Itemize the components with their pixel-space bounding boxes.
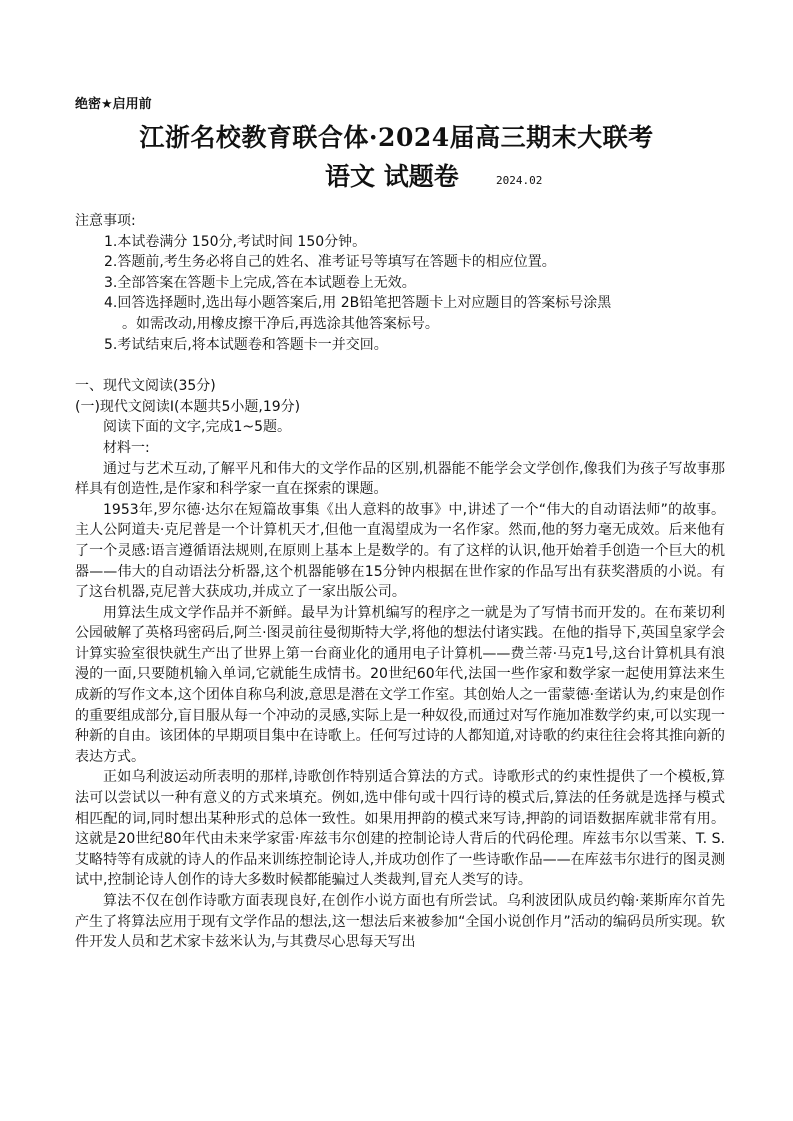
paragraph-4: 正如乌利波运动所表明的那样,诗歌创作特别适合算法的方式。诗歌形式的约束性提供了一个模板,算法可以尝试以一种有意义的方式来填充。例如,选中俳句或十四行诗的模式后,算法的任务就是选择与模式相匹配的词,同时想出某种形式的总体一致性。如果用押韵的模式来写诗,押韵的词语数据库就非常有用。这就是20世纪80年代由未来学家雷·库兹韦尔创建的控制论诗人背后的代码伦理。库兹韦尔以雪莱、T. S.艾略特等有成就的诗人的作品来训练控制论诗人,并成功创作了一些诗歌作品——在库兹韦尔进行的图灵测试中,控制论诗人创作的诗大多数时候都能骗过人类裁判,冒充人类写的诗。 [75,769,725,889]
notice-item-3: 3.全部答案在答题卡上完成,答在本试题卷上无效。 [104,274,416,291]
notice-item-2: 2.答题前,考生务必将自己的姓名、准考证号等填写在答题卡的相应位置。 [104,254,556,271]
paragraph-2: 1953年,罗尔德·达尔在短篇故事集《出人意料的故事》中,讲述了一个“伟大的自动语法师”的故事。主人公阿道夫·克尼普是一个计算机天才,但他一直渴望成为一名作家。然而,他的努力毫无成效。后来他有了一个灵感:语言遵循语法规则,在原则上基本上是数学的。有了这样的认识,他开始着手创造一个巨大的机器——伟大的自动语法分析器,这个机器能够在15分钟内根据在世作家的作品写出有获奖潜质的小说。有了这台机器,克尼普大获成功,并成立了一家出版公司。 [75,501,725,601]
notice-item-4: 4.回答选择题时,选出每小题答案后,用 2B铅笔把答题卡上对应题目的答案标号涂黑 [104,295,612,312]
notice-item-5: 5.考试结束后,将本试题卷和答题卡一并交回。 [104,336,388,353]
notice-heading: 注意事项: [75,213,136,229]
exam-title: 江浙名校教育联合体·2024届高三期末大联考 [139,123,654,152]
paragraph-1: 通过与艺术互动,了解平凡和伟大的文学作品的区别,机器能不能学会文学创作,像我们为孩子写故事那样具有创造性,是作家和科学家一直在探索的课题。 [75,460,725,498]
section-subtitle: (一)现代文阅读Ⅰ(本题共5小题,19分) [75,398,301,415]
confidential-label: 绝密★启用前 [75,97,152,112]
exam-body [75,211,725,953]
paragraph-5: 算法不仅在创作诗歌方面表现良好,在创作小说方面也有所尝试。乌利波团队成员约翰·莱斯库尔首先产生了将算法应用于现有文学作品的想法,这一想法后来被参加“全国小说创作月”活动的编码员所实现。软件开发人员和艺术家卡兹米认为,与其费尽心思每天写出 [75,893,725,951]
notice-item-1: 1.本试卷满分 150分,考试时间 150分钟。 [104,233,367,250]
section-gap [75,355,725,376]
notice-item-4-continued: 。如需改动,用橡皮擦干净后,再选涂其他答案标号。 [122,315,439,332]
exam-date: 2024.02 [496,174,543,187]
section-instruction: 阅读下面的文字,完成1~5题。 [103,419,291,436]
paragraph-3: 用算法生成文学作品并不新鲜。最早为计算机编写的程序之一就是为了写情书而开发的。在布莱切利公园破解了英格玛密码后,阿兰·图灵前往曼彻斯特大学,将他的想法付诸实践。在他的指导下,英国皇家学会计算实验室很快就生产出了世界上第一台商业化的通用电子计算机——费兰蒂·马克1号,这台计算机具有浪漫的一面,只要随机输入单词,它就能生成情书。20世纪60年代,法国一些作家和数学家一起使用算法来生成新的写作文本,这个团体自称乌利波,意思是潜在文学工作室。其创始人之一雷蒙德·奎诺认为,约束是创作的重要组成部分,盲目服从每一个冲动的灵感,实际上是一种奴役,而通过对写作施加准数学约束,可以实现一种新的自由。该团体的早期项目集中在诗歌上。任何写过诗的人都知道,对诗歌的约束往往会将其推向新的表达方式。 [75,604,725,765]
exam-subtitle: 语文 试题卷 [325,162,459,191]
section-title: 一、现代文阅读(35分) [75,378,216,395]
material-label: 材料一: [103,439,150,456]
